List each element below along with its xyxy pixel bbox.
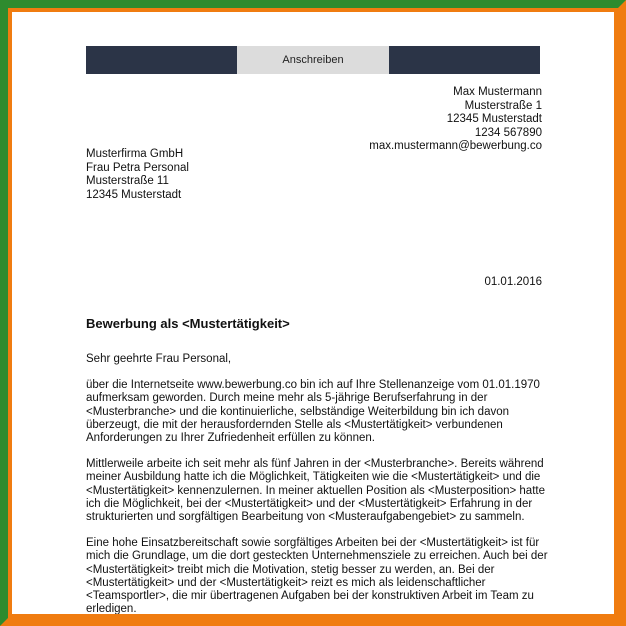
recipient-company: Musterfirma GmbH bbox=[86, 148, 184, 160]
body-line: Eine hohe Einsatzbereitschaft sowie sorgfältiges Arbeiten bei der <Mustertätigkeit> ist für bbox=[86, 537, 540, 550]
sender-email: max.mustermann@bewerbung.co bbox=[369, 140, 542, 152]
recipient-address bbox=[86, 148, 189, 202]
header-block-left bbox=[86, 46, 237, 74]
body-line: über die Internetseite www.bewerbung.co bin ich auf Ihre Stellenanzeige vom 01.01.1970 bbox=[86, 379, 540, 392]
header-bar bbox=[86, 46, 542, 74]
paragraph-3 bbox=[86, 537, 546, 614]
letter-body bbox=[86, 353, 546, 614]
body-line: Mittlerweile arbeite ich seit mehr als fünf Jahren in der <Musterbranche>. Bereits während bbox=[86, 458, 544, 471]
recipient-contact: Frau Petra Personal bbox=[86, 161, 189, 174]
sender-name: Max Mustermann bbox=[453, 86, 542, 98]
body-line: <Mustertätigkeit> treibt mich die Motivation, stetig besser zu werden, an. Bei der bbox=[86, 563, 495, 576]
body-line: <Mustertätigkeit> und der <Mustertätigkeit> reizt es mich als leidenschaftlicher bbox=[86, 576, 486, 589]
letter-page bbox=[12, 12, 614, 614]
body-line: überzeugt, die mit der herausfordernden Stelle als <Mustertätigkeit> verbundenen bbox=[86, 418, 503, 431]
body-line: erledigen. bbox=[86, 603, 137, 614]
body-line: <Teamsportler>, die mir übertragenen Aufgaben bei der konstruktiven Arbeit im Team zu bbox=[86, 590, 534, 603]
sender-street: Musterstraße 1 bbox=[464, 99, 542, 112]
body-line: meiner Ausbildung hatte ich die Möglichkeit, Tätigkeiten wie die <Mustertätigkeit> und die bbox=[86, 471, 541, 484]
body-line: mich die Grundlage, um die dort gesteckten Unternehmensziele zu erreichen. Auch bei der bbox=[86, 550, 548, 563]
header-block-right bbox=[389, 46, 540, 74]
recipient-street: Musterstraße 11 bbox=[86, 175, 169, 187]
sender-city: 12345 Musterstadt bbox=[446, 113, 542, 125]
salutation: Sehr geehrte Frau Personal, bbox=[86, 353, 232, 365]
body-line: Anforderungen zu Ihrer Zufriedenheit erfüllen zu können. bbox=[86, 432, 375, 445]
letter-subject: Bewerbung als <Mustertätigkeit> bbox=[86, 316, 290, 331]
paragraph-1 bbox=[86, 379, 546, 445]
sender-address bbox=[369, 86, 542, 154]
body-line: <Mustertätigkeit> kennenzulernen. In meiner aktuellen Position als <Musterposition> hatte bbox=[86, 484, 545, 497]
sender-phone: 1234 567890 bbox=[474, 126, 542, 139]
header-tab-anschreiben: Anschreiben bbox=[237, 46, 389, 74]
paragraph-2 bbox=[86, 458, 546, 524]
body-line: strukturierten und sorgfältigen Bearbeitung von <Musteraufgabengebiet> zu sammeln. bbox=[86, 511, 525, 524]
letter-date: 01.01.2016 bbox=[484, 276, 542, 288]
recipient-city: 12345 Musterstadt bbox=[86, 188, 182, 201]
body-line: aufmerksam geworden. Durch meine mehr als 5-jährige Berufserfahrung in der bbox=[86, 392, 488, 405]
body-line: ich die Möglichkeit, bei der <Mustertätigkeit> und der <Mustertätigkeit> Erfahrung in der bbox=[86, 497, 533, 510]
body-line: <Musterbranche> und die kontinuierliche, selbständige Weiterbildung bin ich davon bbox=[86, 405, 510, 418]
